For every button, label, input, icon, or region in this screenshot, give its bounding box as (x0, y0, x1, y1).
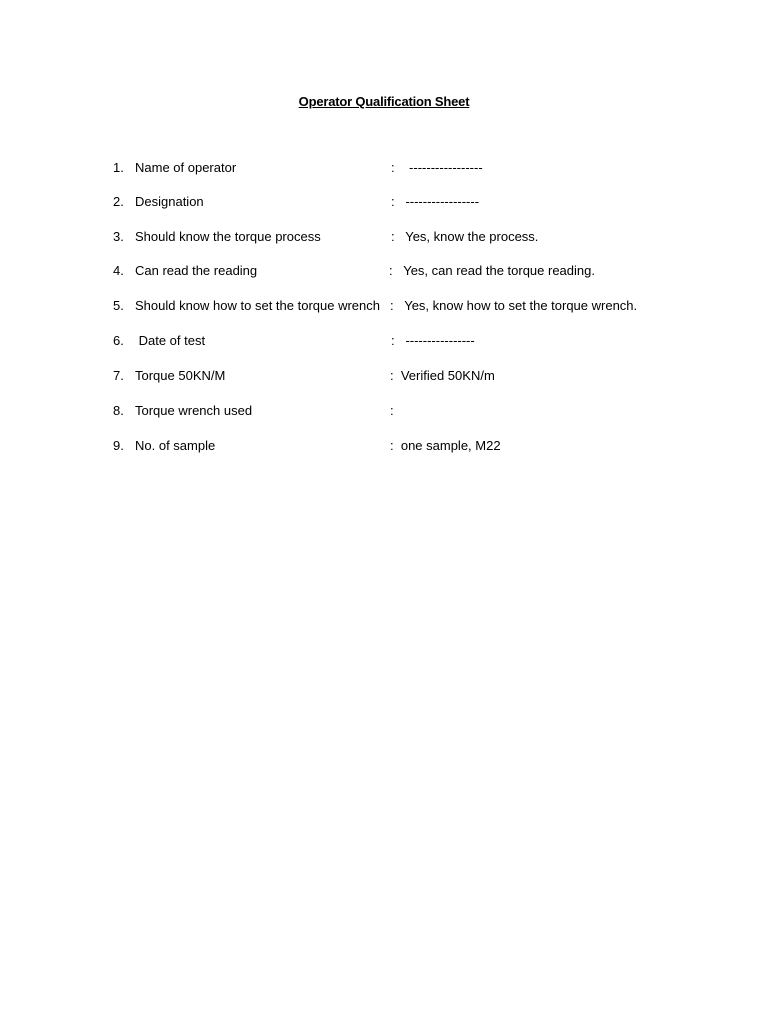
list-item-set-torque-wrench (113, 297, 673, 315)
item-value: : ---------------- (391, 333, 475, 348)
item-label: Can read the reading (135, 263, 258, 278)
list-item-date-of-test (113, 332, 673, 350)
item-label: Date of test (135, 333, 206, 348)
item-value: : Yes, know how to set the torque wrench. (390, 298, 638, 313)
list-item-number-of-sample (113, 437, 673, 455)
item-label: Torque 50KN/M (135, 368, 226, 383)
item-number: 1. (113, 160, 124, 175)
item-number: 7. (113, 368, 124, 383)
list-item-torque-process (113, 228, 673, 246)
document-title: Operator Qualification Sheet (298, 94, 470, 109)
item-label: Designation (135, 194, 204, 209)
item-label: Should know how to set the torque wrench (135, 298, 380, 313)
item-value: : one sample, M22 (390, 438, 501, 453)
item-number: 4. (113, 263, 124, 278)
list-item-name-of-operator (113, 159, 673, 177)
item-label: Name of operator (135, 160, 237, 175)
item-number: 3. (113, 229, 124, 244)
item-number: 8. (113, 403, 124, 418)
item-value: : Yes, can read the torque reading. (389, 263, 595, 278)
item-label: Should know the torque process (135, 229, 321, 244)
item-value: : ----------------- (391, 194, 480, 209)
list-item-torque-wrench-used (113, 402, 673, 420)
list-item-designation (113, 193, 673, 211)
item-value: : Yes, know the process. (391, 229, 539, 244)
list-item-torque-50kn (113, 367, 673, 385)
list-item-read-reading (113, 262, 673, 280)
item-number: 2. (113, 194, 124, 209)
item-label: Torque wrench used (135, 403, 253, 418)
item-number: 5. (113, 298, 124, 313)
item-value: : Verified 50KN/m (390, 368, 495, 383)
item-number: 9. (113, 438, 124, 453)
item-label: No. of sample (135, 438, 216, 453)
item-value: : ----------------- (391, 160, 483, 175)
item-number: 6. (113, 333, 124, 348)
item-value: : (390, 403, 394, 418)
